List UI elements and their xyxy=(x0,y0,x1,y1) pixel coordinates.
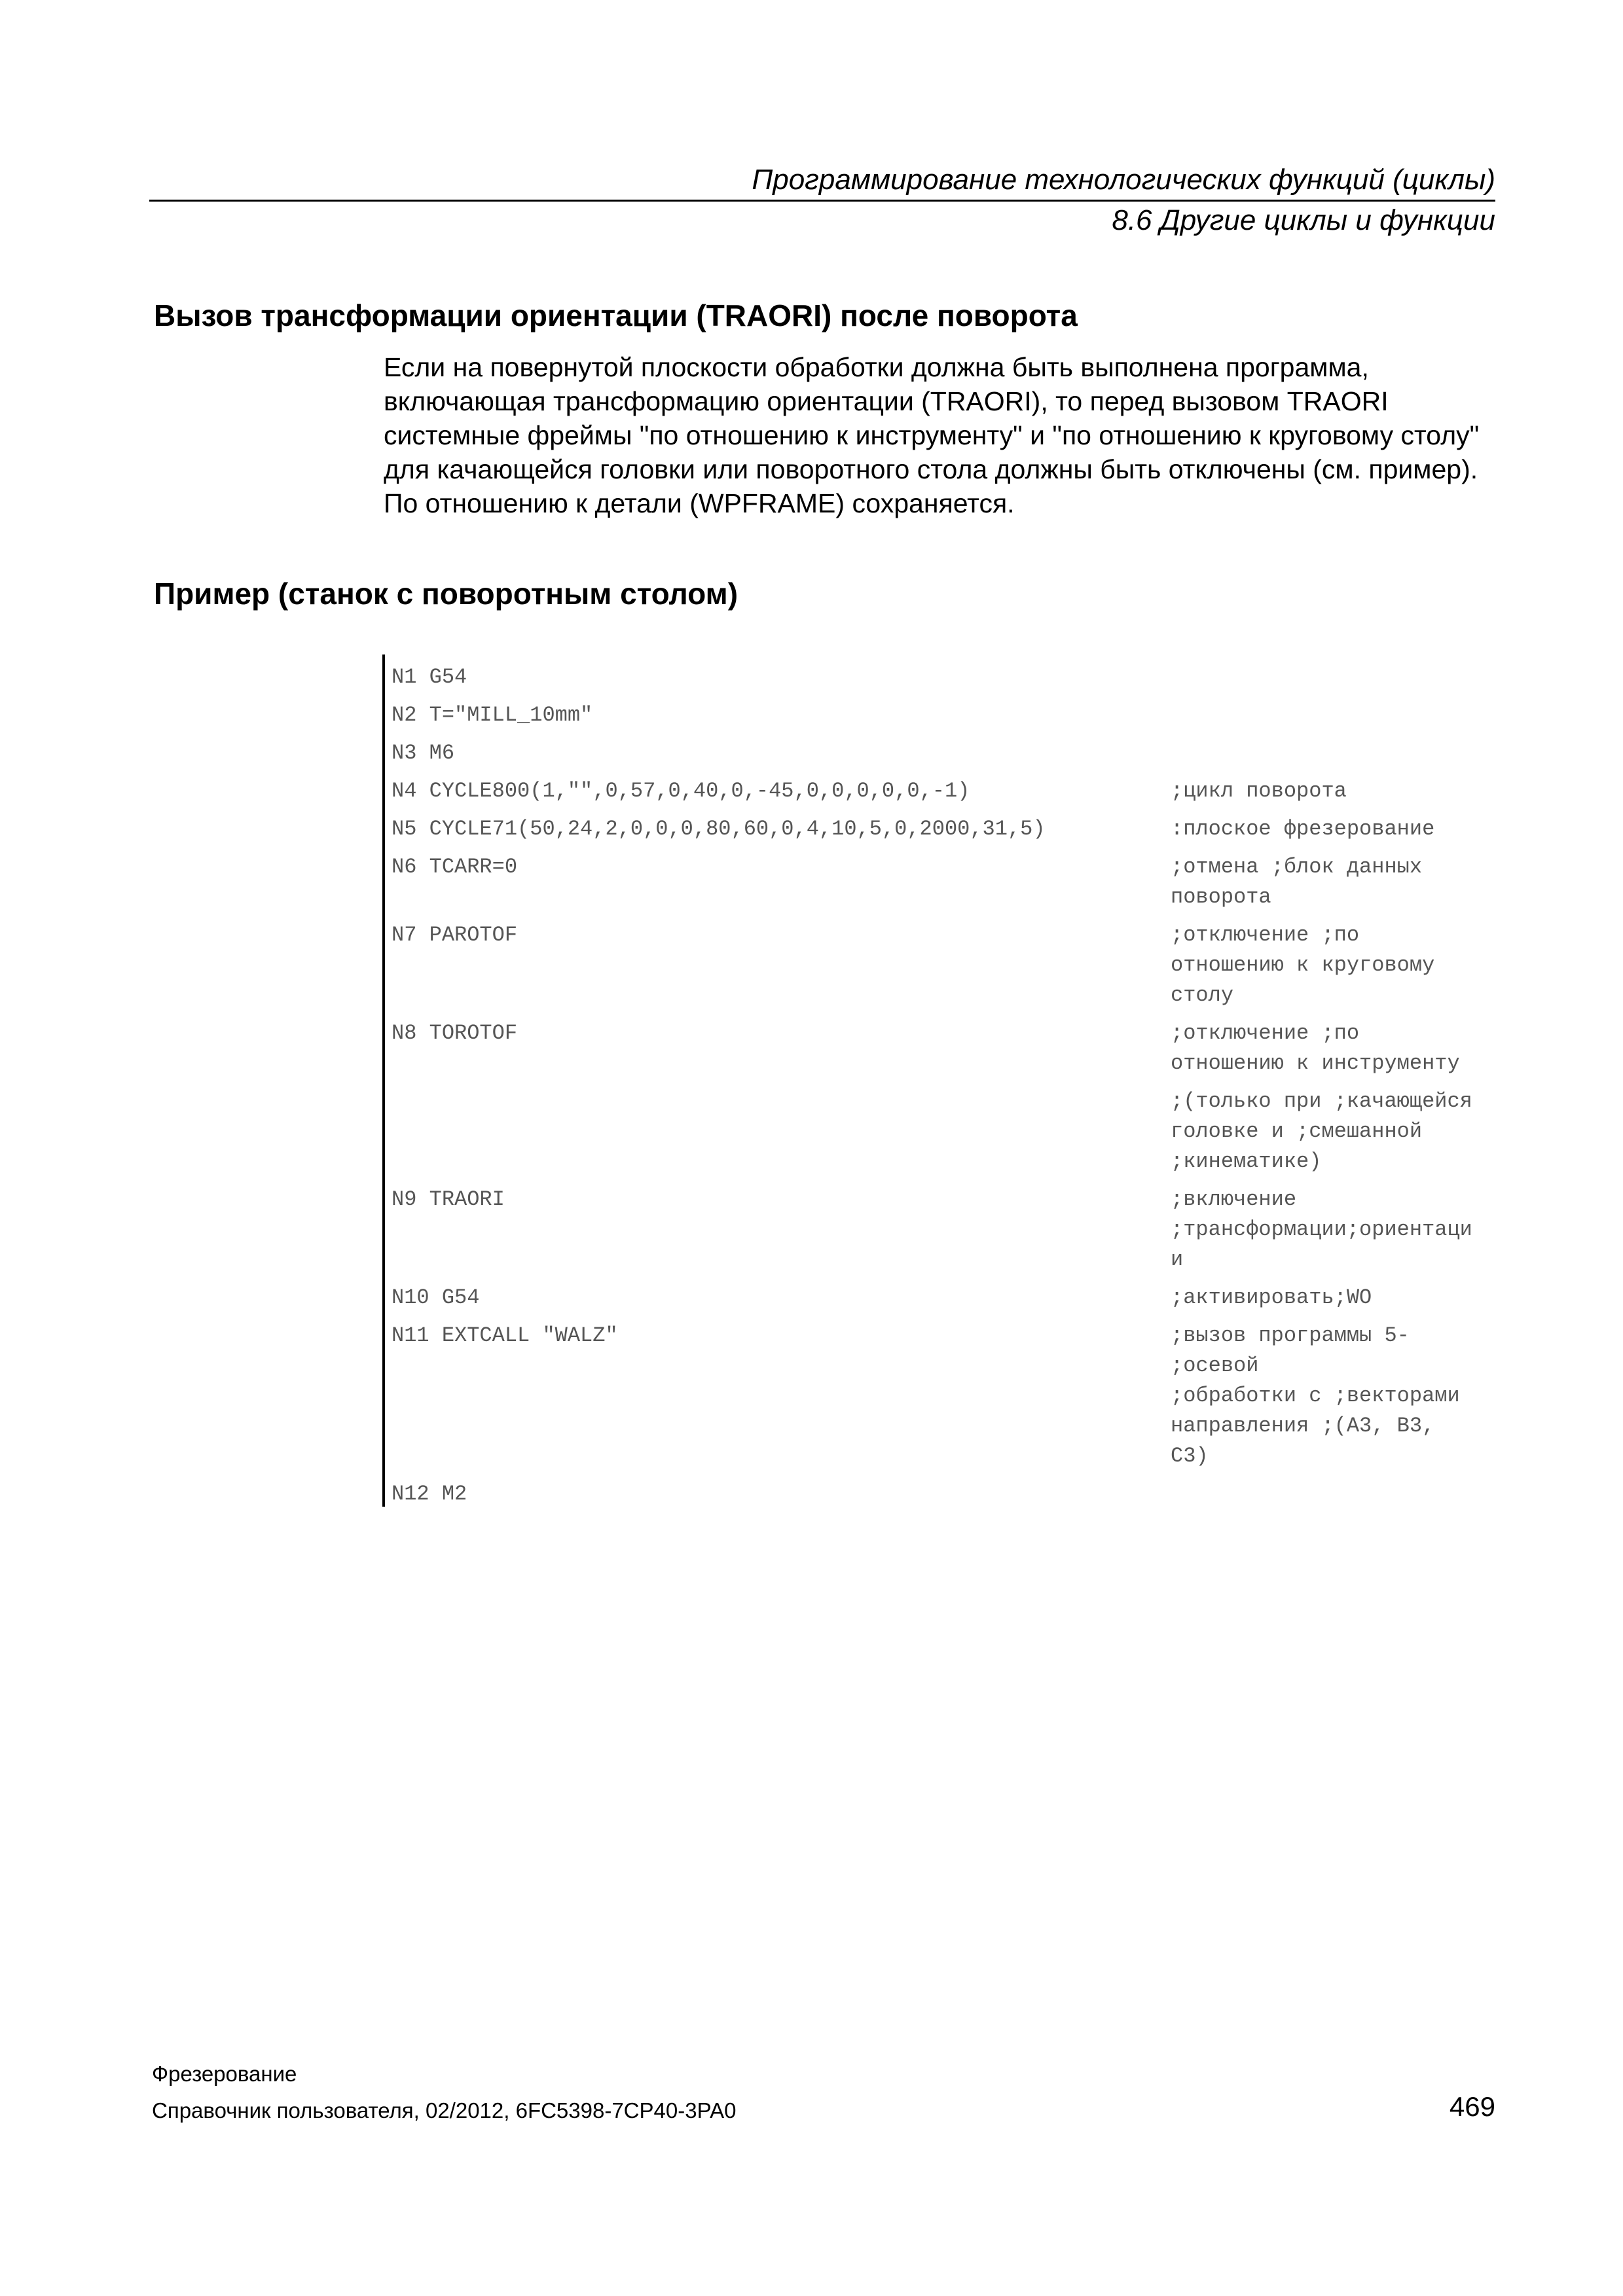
code-comment xyxy=(1171,1011,1491,1079)
code-comment xyxy=(1171,1079,1491,1177)
code-comment-line: ;вызов программы 5- xyxy=(1171,1323,1410,1348)
code-comment xyxy=(1171,655,1491,662)
code-comment xyxy=(1171,692,1491,700)
code-row xyxy=(392,730,1504,768)
code-command: N4 CYCLE800(1,"",0,57,0,40,0,-45,0,0,0,0,0,-1) xyxy=(392,779,970,803)
heading-traori-after-rotation: Вызов трансформации ориентации (TRAORI) после поворота xyxy=(154,298,1078,332)
code-comment-line: :плоское фрезерование xyxy=(1171,817,1435,841)
code-command: N10 G54 xyxy=(392,1285,480,1310)
code-command: N3 M6 xyxy=(392,741,455,765)
code-block-bar xyxy=(382,655,385,1507)
code-comment xyxy=(1171,912,1491,1011)
code-comment-line: C3) xyxy=(1171,1444,1209,1468)
code-comment-line: направления ;(A3, B3, xyxy=(1171,1414,1435,1438)
code-row xyxy=(392,1275,1504,1313)
code-comment-line: ;осевой xyxy=(1171,1354,1259,1378)
code-comment-line: ;отключение ;по xyxy=(1171,1021,1360,1045)
code-row xyxy=(392,655,1504,692)
code-comment-line: ;трансформации;ориентаци xyxy=(1171,1217,1472,1242)
code-comment xyxy=(1171,1275,1491,1313)
code-comment xyxy=(1171,1471,1491,1479)
code-command: N12 M2 xyxy=(392,1482,467,1506)
traori-paragraph xyxy=(384,350,1536,520)
code-command: N9 TRAORI xyxy=(392,1187,505,1211)
code-row xyxy=(392,1011,1504,1079)
code-comment xyxy=(1171,730,1491,738)
code-comment-line: ;активировать;WO xyxy=(1171,1285,1372,1310)
code-comment-line: отношению к круговому xyxy=(1171,953,1435,977)
footer-product: Фрезерование xyxy=(152,2062,297,2086)
code-comment-line: ;отмена ;блок данных xyxy=(1171,855,1423,879)
code-comment-line: отношению к инструменту xyxy=(1171,1051,1460,1075)
code-comment-line: головке и ;смешанной xyxy=(1171,1119,1423,1143)
code-comment xyxy=(1171,768,1491,806)
code-command: N2 T="MILL_10mm" xyxy=(392,703,593,727)
code-command: N11 EXTCALL "WALZ" xyxy=(392,1323,618,1348)
running-header-chapter: Программирование технологических функций (циклы) xyxy=(752,164,1495,196)
paragraph-line: системные фреймы "по отношению к инструменту" и "по отношению к круговому столу" xyxy=(384,420,1480,450)
code-comment-line: ;цикл поворота xyxy=(1171,779,1347,803)
code-comment-line: ;отключение ;по xyxy=(1171,923,1360,947)
code-row xyxy=(392,844,1504,912)
code-comment xyxy=(1171,1313,1491,1471)
code-command: N8 TOROTOF xyxy=(392,1021,518,1045)
header-rule xyxy=(149,200,1495,202)
page-number: 469 xyxy=(1449,2091,1495,2122)
code-row xyxy=(392,1177,1504,1275)
paragraph-line: Если на повернутой плоскости обработки должна быть выполнена программа, xyxy=(384,352,1369,382)
code-comment xyxy=(1171,1177,1491,1275)
code-command xyxy=(392,1079,1171,1086)
code-command: N7 PAROTOF xyxy=(392,923,518,947)
code-command: N5 CYCLE71(50,24,2,0,0,0,80,60,0,4,10,5,0,2000,31,5) xyxy=(392,817,1046,841)
running-header-section: 8.6 Другие циклы и функции xyxy=(1112,204,1495,236)
code-comment-line: ;обработки с ;векторами xyxy=(1171,1384,1460,1408)
footer-manual-info: Справочник пользователя, 02/2012, 6FC5398-7CP40-3PA0 xyxy=(152,2098,737,2123)
code-listing xyxy=(392,655,1504,1509)
paragraph-line: включающая трансформацию ориентации (TRAORI), то перед вызовом TRAORI xyxy=(384,386,1389,416)
paragraph-line: По отношению к детали (WPFRAME) сохраняется. xyxy=(384,488,1015,518)
code-comment-line: ;кинематике) xyxy=(1171,1149,1322,1174)
heading-example-rotary-table: Пример (станок с поворотным столом) xyxy=(154,577,739,611)
code-row xyxy=(392,806,1504,844)
code-row xyxy=(392,768,1504,806)
code-row xyxy=(392,912,1504,1011)
code-comment-line: ;(только при ;качающейся xyxy=(1171,1089,1472,1113)
code-comment-line: ;включение xyxy=(1171,1187,1297,1211)
code-command: N1 G54 xyxy=(392,665,467,689)
code-row xyxy=(392,1471,1504,1509)
code-row xyxy=(392,1079,1504,1177)
code-comment-line: и xyxy=(1171,1247,1184,1272)
paragraph-line: для качающейся головки или поворотного стола должны быть отключены (см. пример). xyxy=(384,454,1478,484)
code-row xyxy=(392,1313,1504,1471)
code-comment xyxy=(1171,844,1491,912)
code-row xyxy=(392,692,1504,730)
code-command: N6 TCARR=0 xyxy=(392,855,518,879)
code-comment-line: столу xyxy=(1171,983,1234,1007)
code-comment-line: поворота xyxy=(1171,885,1271,909)
code-comment xyxy=(1171,806,1491,844)
